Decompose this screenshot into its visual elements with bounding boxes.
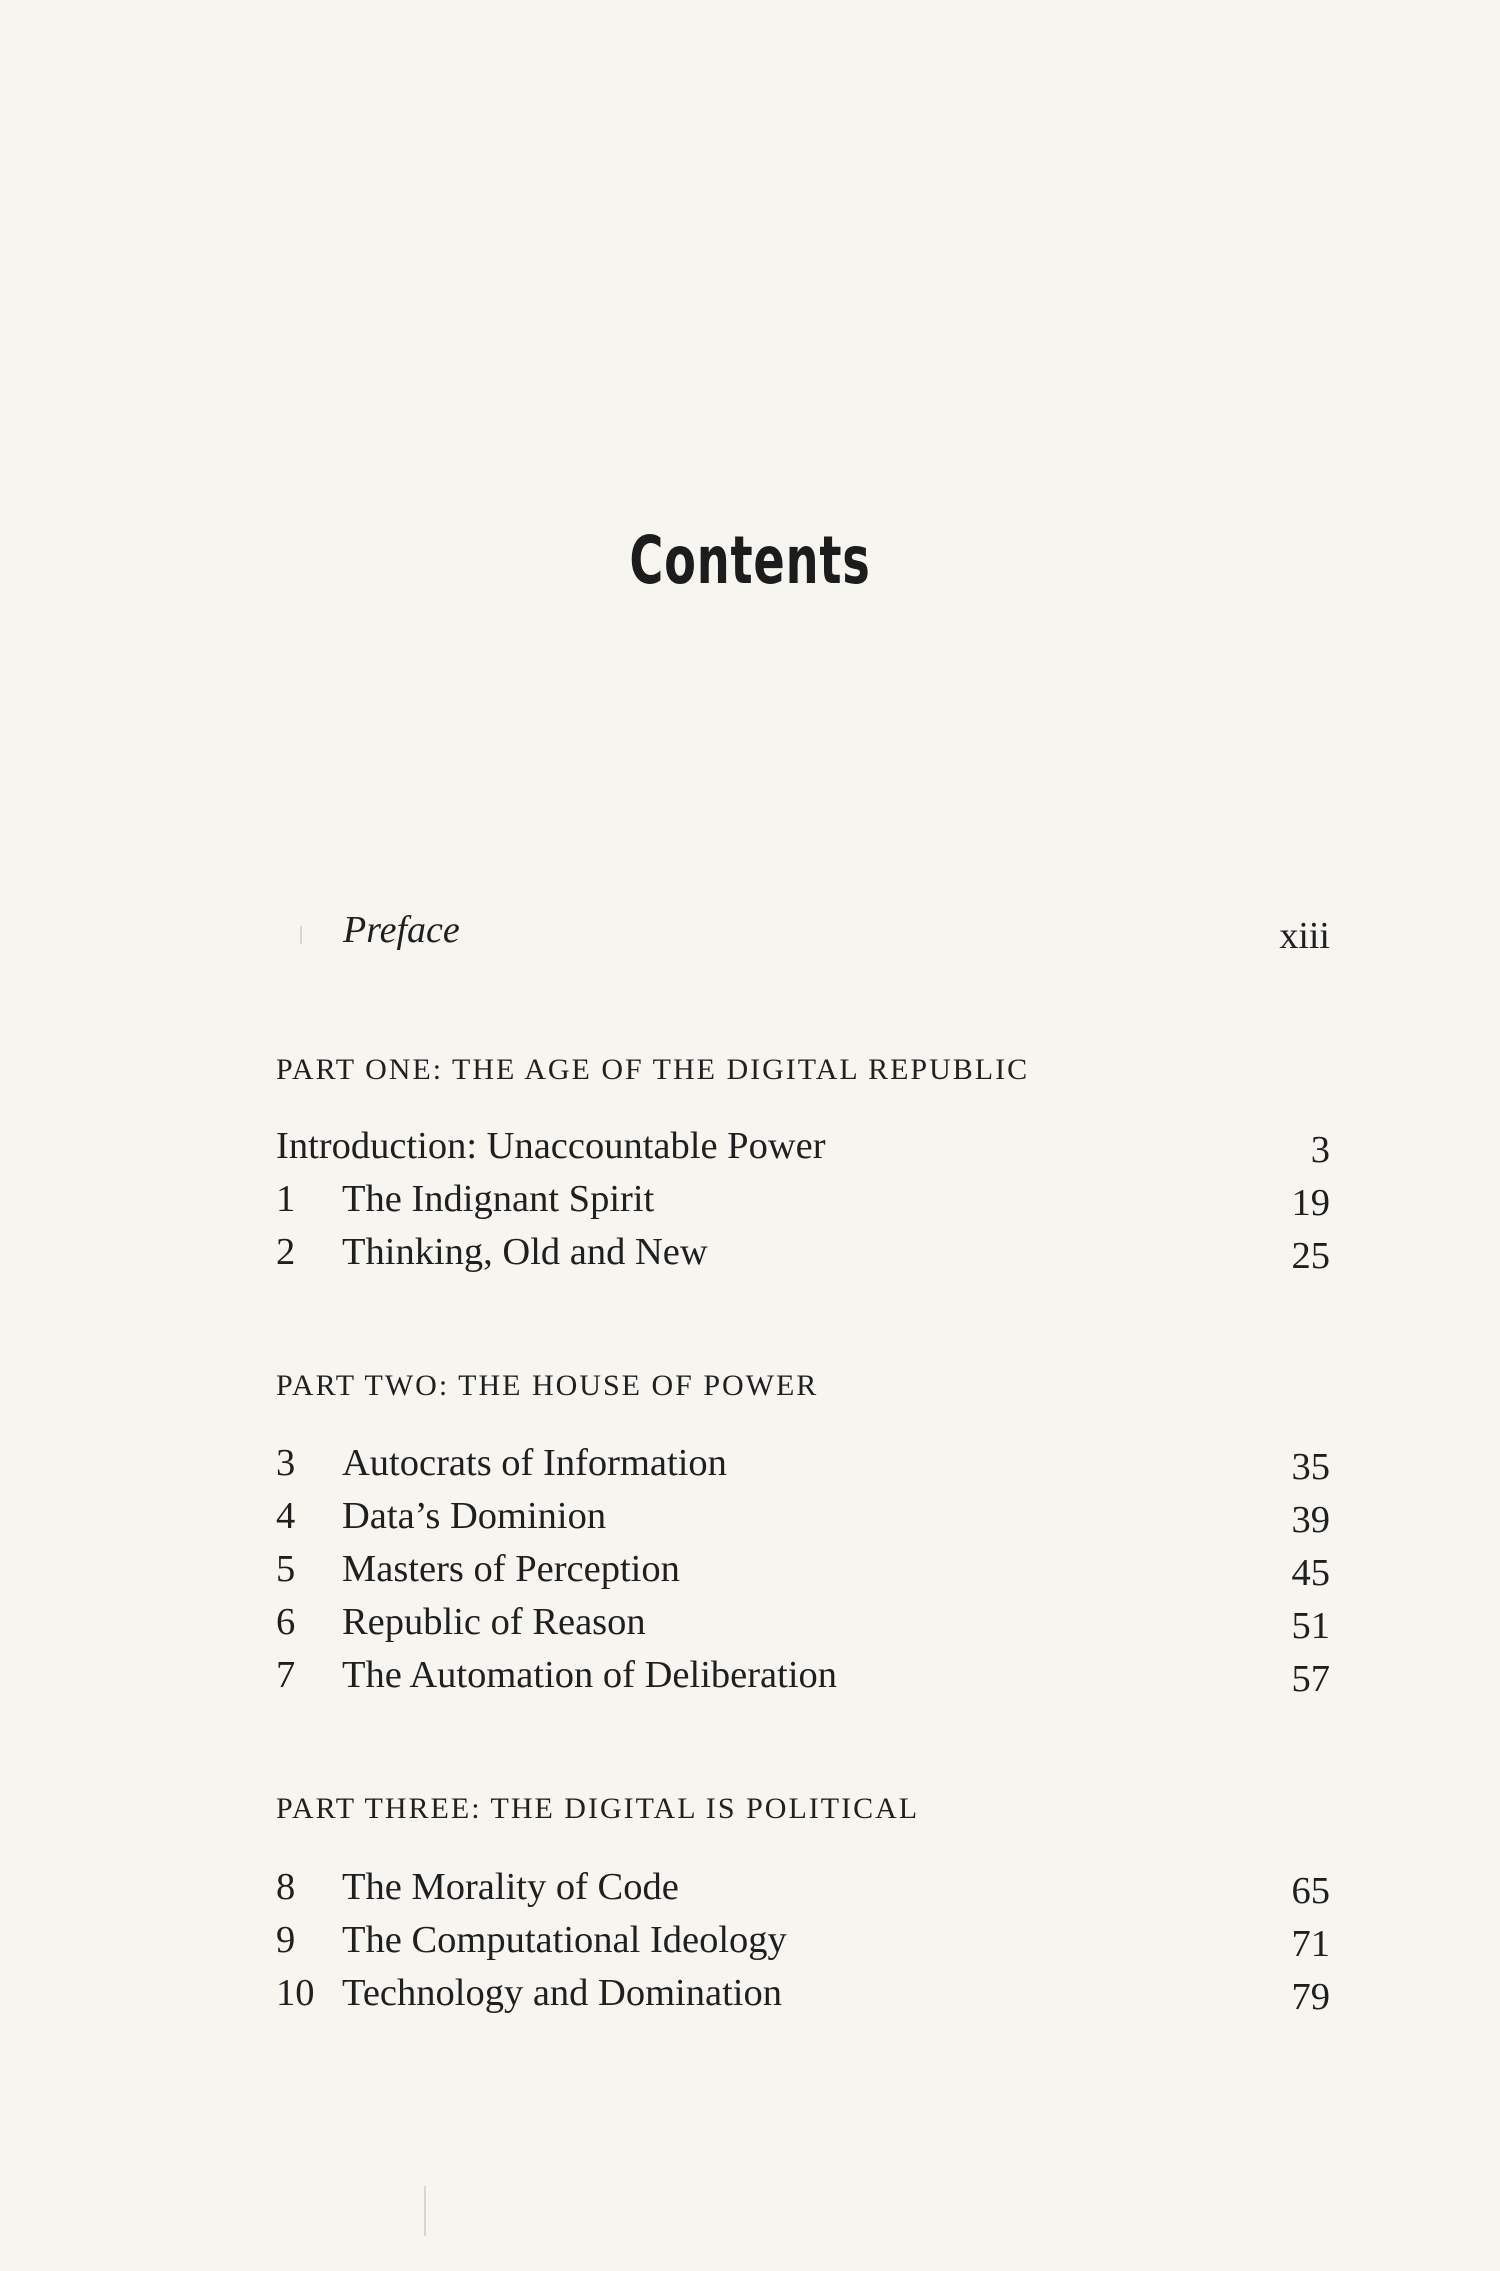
page-number: 39 (1291, 1499, 1330, 1541)
chapter-title: The Morality of Code (342, 1866, 679, 1908)
preface-label: Preface (343, 909, 460, 951)
page-number: 79 (1291, 1976, 1330, 2018)
scan-mark (300, 926, 302, 944)
page-number: 57 (1291, 1658, 1330, 1700)
chapter-number: 1 (276, 1178, 296, 1220)
chapter-title: Autocrats of Information (342, 1442, 727, 1484)
page-number: 45 (1291, 1552, 1330, 1594)
chapter-title: The Indignant Spirit (342, 1178, 655, 1220)
chapter-number: 5 (276, 1548, 296, 1590)
toc-entry (276, 1596, 1330, 1649)
toc-list (276, 1437, 1330, 1702)
preface-entry (343, 908, 1330, 968)
chapter-number: 3 (276, 1442, 296, 1484)
chapter-number: 8 (276, 1866, 296, 1908)
toc-entry (276, 1967, 1330, 2020)
toc-entry (276, 1543, 1330, 1596)
part-heading: PART ONE: THE AGE OF THE DIGITAL REPUBLIC (276, 1053, 1030, 1086)
chapter-title: Data’s Dominion (342, 1495, 607, 1537)
toc-list (276, 1861, 1330, 2020)
chapter-number: 10 (276, 1972, 315, 2014)
chapter-number: 4 (276, 1495, 296, 1537)
part-heading: PART TWO: THE HOUSE OF POWER (276, 1369, 819, 1402)
toc-list (276, 1120, 1330, 1279)
chapter-title: Technology and Domination (342, 1972, 782, 2014)
page-title: Contents (629, 522, 871, 600)
toc-entry (276, 1173, 1330, 1226)
toc-entry (276, 1437, 1330, 1490)
page-number: 25 (1291, 1235, 1330, 1277)
chapter-number: 9 (276, 1919, 296, 1961)
chapter-number: 7 (276, 1654, 296, 1696)
page-number: 51 (1291, 1605, 1330, 1647)
page-number: 35 (1291, 1446, 1330, 1488)
page-number: 71 (1291, 1923, 1330, 1965)
chapter-title: The Automation of Deliberation (342, 1654, 838, 1696)
chapter-title: The Computational Ideology (342, 1919, 787, 1961)
toc-entry (276, 1226, 1330, 1279)
page-number: 19 (1291, 1182, 1330, 1224)
page-number: 65 (1291, 1870, 1330, 1912)
part-heading: PART THREE: THE DIGITAL IS POLITICAL (276, 1792, 920, 1825)
scan-mark (424, 2186, 426, 2236)
toc-entry (276, 1649, 1330, 1702)
toc-entry (276, 1120, 1330, 1173)
toc-entry (276, 1914, 1330, 1967)
chapter-number: 2 (276, 1231, 296, 1273)
page-number: 3 (1310, 1129, 1330, 1171)
chapter-title: Introduction: Unaccountable Power (276, 1125, 826, 1167)
toc-entry (276, 1490, 1330, 1543)
chapter-title: Masters of Perception (342, 1548, 680, 1590)
chapter-title: Thinking, Old and New (342, 1231, 708, 1273)
preface-page-number: xiii (1279, 915, 1330, 957)
chapter-title: Republic of Reason (342, 1601, 646, 1643)
chapter-number: 6 (276, 1601, 296, 1643)
toc-entry (276, 1861, 1330, 1914)
